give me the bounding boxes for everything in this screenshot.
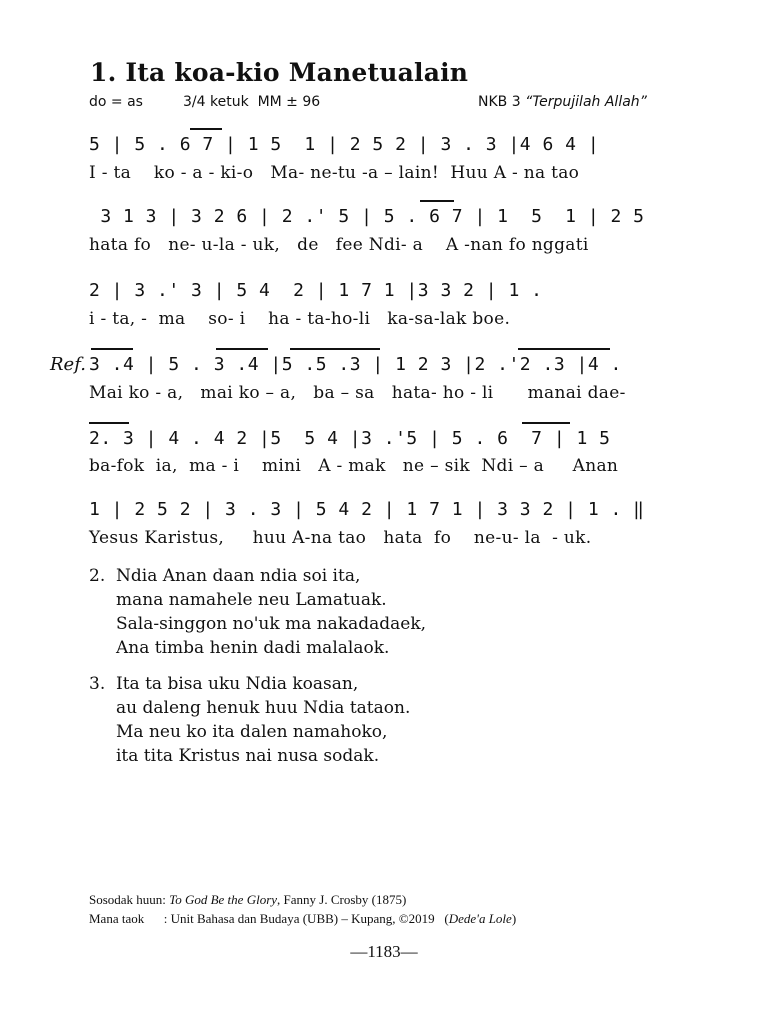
translator-credit [89, 911, 516, 927]
beam-line [216, 348, 268, 350]
verse-3-line-2: au daleng henuk huu Ndia tataon. [116, 698, 411, 718]
origin-title: To God Be the Glory [169, 892, 278, 907]
notation-row-2: 3 1 3 | 3 2 6 | 2 .' 5 | 5 . 6 7 | 1 5 1 | 2 5 [89, 206, 645, 227]
verse-3-number: 3. [89, 674, 106, 694]
verse-3-line-4: ita tita Kristus nai nusa sodak. [116, 746, 380, 766]
beam-line [522, 422, 570, 424]
meter-tempo: 3/4 ketuk MM ± 96 [183, 94, 321, 110]
notation-row-6: 1 | 2 5 2 | 3 . 3 | 5 4 2 | 1 7 1 | 3 3 2 | 1 . ‖ [89, 499, 645, 520]
lyrics-row-5: ba-fok ia, ma - i mini A - mak ne – sik Ndi – a Anan [89, 456, 619, 476]
beam-line [518, 348, 610, 350]
origin-credit [89, 892, 406, 908]
beam-line [420, 200, 454, 202]
page-number: —1183— [350, 942, 418, 961]
origin-label: Sosodak huun: [89, 892, 170, 907]
verse-3-line-1: Ita ta bisa uku Ndia koasan, [116, 674, 359, 694]
notation-row-1: 5 | 5 . 6 7 | 1 5 1 | 2 5 2 | 3 . 3 |4 6 4 | [89, 134, 600, 155]
beam-line [290, 348, 380, 350]
lyrics-row-2: hata fo ne- u-la - uk, de fee Ndi- a A -nan fo nggati [89, 235, 589, 255]
translator-close: ) [511, 911, 517, 926]
beam-line [89, 422, 129, 424]
verse-3-line-3: Ma neu ko ita dalen namahoko, [116, 722, 388, 742]
lyrics-row-6: Yesus Karistus, huu A-na tao hata fo ne-u- la - uk. [89, 528, 592, 548]
hymn-title: 1. Ita koa-kio Manetualain [90, 58, 469, 87]
verse-2-line-2: mana namahele neu Lamatuak. [116, 590, 387, 610]
origin-author: , Fanny J. Crosby (1875) [277, 892, 407, 907]
lyrics-row-3: i - ta, - ma so- i ha - ta-ho-li ka-sa-lak boe. [89, 309, 511, 329]
lyrics-row-1: I - ta ko - a - ki-o Ma- ne-tu -a – lain! Huu A - na tao [89, 163, 580, 183]
beam-line [190, 128, 222, 130]
lyrics-row-4: Mai ko - a, mai ko – a, ba – sa hata- ho - li manai dae- [89, 383, 626, 403]
notation-row-4: 3 .4 | 5 . 3 .4 |5 .5 .3 | 1 2 3 |2 .'2 .3 |4 . [89, 354, 622, 375]
verse-2-line-4: Ana timba henin dadi malalaok. [116, 638, 390, 658]
translator-text: Unit Bahasa dan Budaya (UBB) – Kupang, ©2019 ( [170, 911, 449, 926]
notation-row-3: 2 | 3 .' 3 | 5 4 2 | 1 7 1 |3 3 2 | 1 . [89, 280, 543, 301]
source-title: “Terpujilah Allah” [525, 94, 647, 110]
source-ref: NKB 3 [478, 94, 526, 110]
refrain-label: Ref. [50, 354, 86, 375]
source-reference [478, 94, 647, 110]
notation-row-5: 2. 3 | 4 . 4 2 |5 5 4 |3 .'5 | 5 . 6 7 | 1 5 [89, 428, 611, 449]
verse-2-line-3: Sala-singgon no'uk ma nakadadaek, [116, 614, 427, 634]
verse-2-number: 2. [89, 566, 106, 586]
beam-line [91, 348, 133, 350]
key-signature: do = as [89, 94, 143, 110]
verse-2-line-1: Ndia Anan daan ndia soi ita, [116, 566, 361, 586]
translator-name: Dede'a Lole [448, 911, 512, 926]
translator-label: Mana taok : [89, 911, 171, 926]
